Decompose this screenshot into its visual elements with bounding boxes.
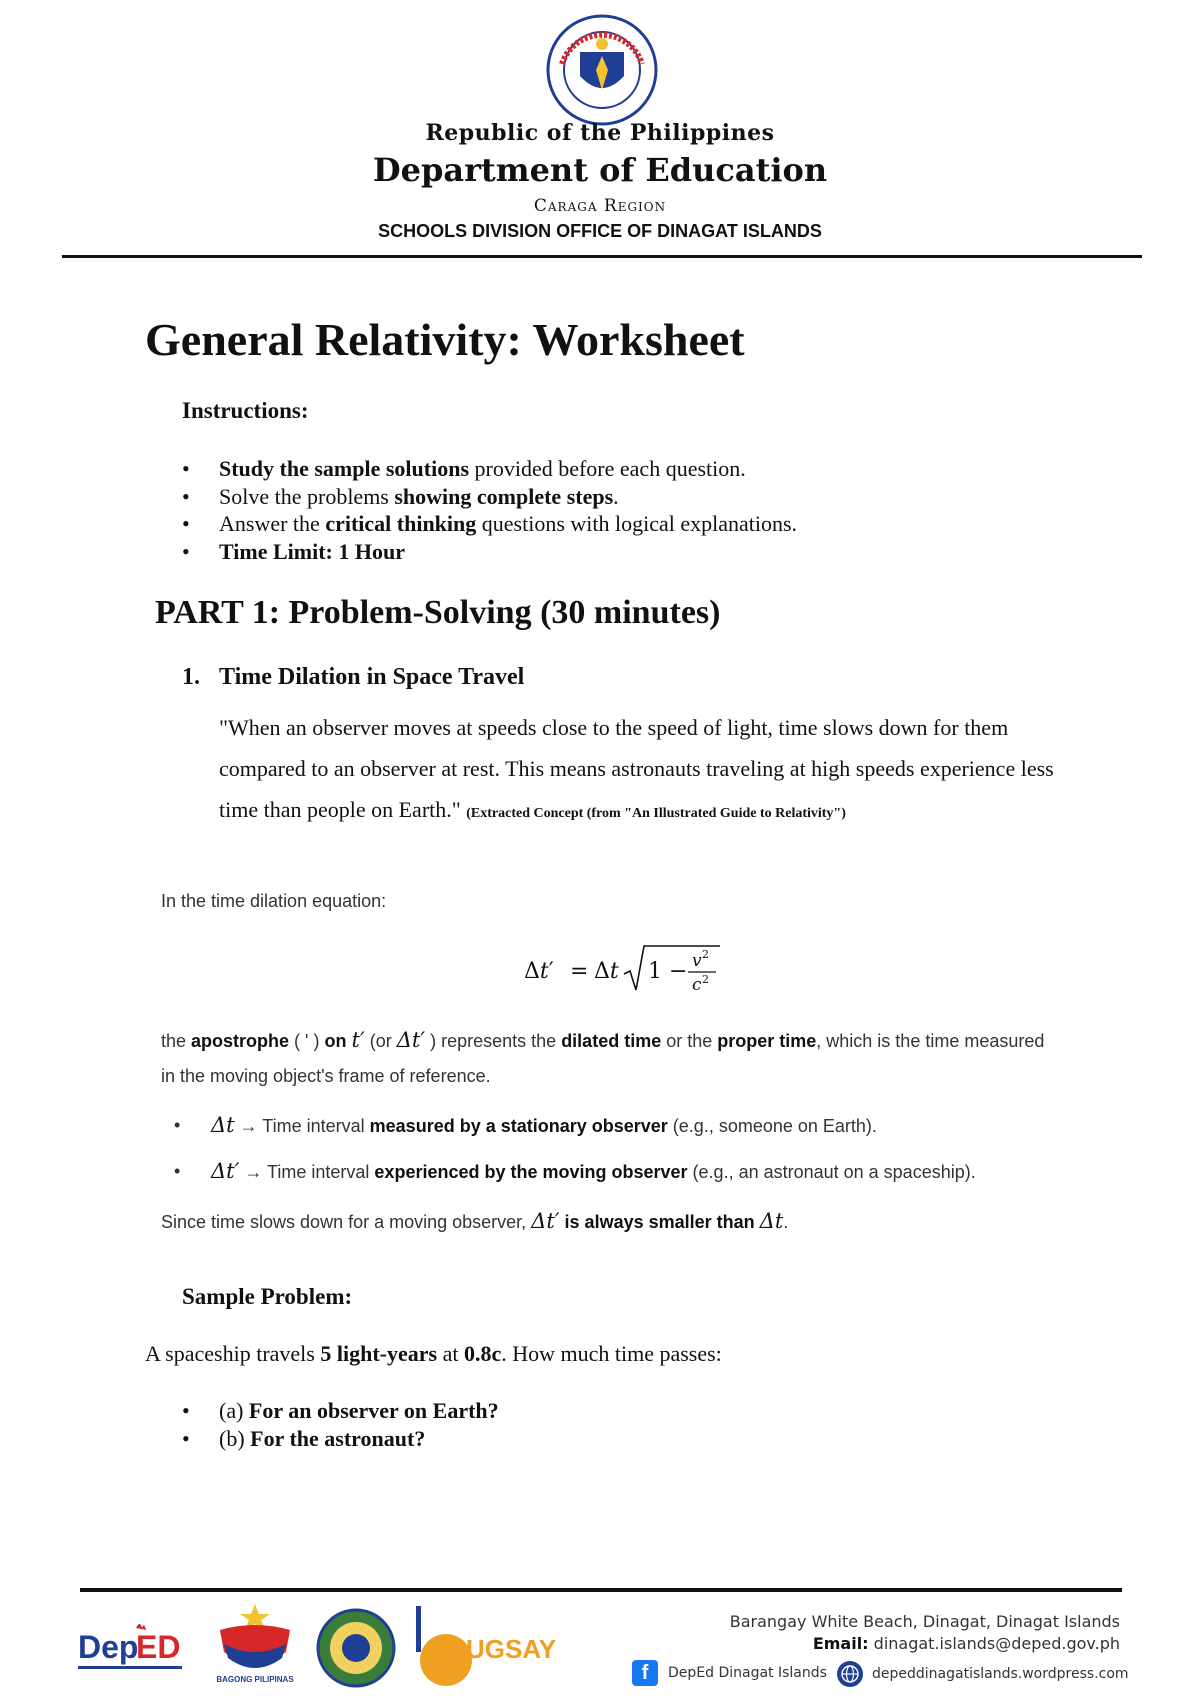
instructions-label: Instructions: xyxy=(182,398,309,423)
list-item: • Time Limit: 1 Hour xyxy=(182,538,797,566)
website-link[interactable]: depeddinagatislands.wordpress.com xyxy=(836,1660,1129,1688)
deped-logo xyxy=(76,1620,186,1676)
list-item: • Answer the critical thinking questions with logical explanations. xyxy=(182,510,797,538)
list-item: • Solve the problems showing complete steps. xyxy=(182,483,797,511)
facebook-link[interactable]: f DepEd Dinagat Islands xyxy=(632,1660,827,1686)
svg-text:2: 2 xyxy=(702,973,709,986)
bagong-pilipinas-logo xyxy=(210,1600,300,1684)
ugsay-logo xyxy=(410,1604,560,1688)
header-divider xyxy=(62,255,1142,258)
page-title: General Relativity: Worksheet xyxy=(145,314,745,365)
svg-text:1 −: 1 − xyxy=(648,959,688,984)
list-item: • Δt → Time interval measured by a stationary observer (e.g., someone on Earth). xyxy=(174,1103,976,1149)
part1-heading: PART 1: Problem-Solving (30 minutes) xyxy=(155,594,721,631)
svg-text:Δt: Δt xyxy=(594,959,619,984)
instructions-list xyxy=(182,455,797,565)
svg-text:Δt′: Δt′ xyxy=(524,959,554,984)
list-item: • Study the sample solutions provided before each question. xyxy=(182,455,797,483)
deped-seal-logo xyxy=(546,14,658,126)
definitions-list xyxy=(174,1103,976,1195)
question-1-quote: "When an observer moves at speeds close to the speed of light, time slows down for them compared to an observer at rest. This means astronauts traveling at high speeds experience less time than people on Earth." (Extracted Concept (from "An Illustrated Guide to Relativity") xyxy=(219,715,1054,822)
sample-problem-text: A spaceship travels 5 light-years at 0.8c. How much time passes: xyxy=(145,1341,722,1366)
svg-text:Dep: Dep xyxy=(78,1629,139,1665)
svg-text:v: v xyxy=(692,951,702,971)
svg-text:BAGONG PILIPINAS: BAGONG PILIPINAS xyxy=(216,1675,294,1684)
svg-text:c: c xyxy=(692,975,702,995)
list-item: • Δt′ → Time interval experienced by the moving observer (e.g., an astronaut on a spaceship). xyxy=(174,1149,976,1195)
quote-citation: (Extracted Concept (from "An Illustrated Guide to Relativity") xyxy=(466,806,846,821)
time-dilation-equation xyxy=(520,938,740,998)
header-department: Department of Education xyxy=(372,151,828,189)
since-statement: Since time slows down for a moving observer, Δt′ is always smaller than Δt. xyxy=(161,1209,789,1233)
svg-text:2: 2 xyxy=(702,948,709,961)
svg-text:UGSAY: UGSAY xyxy=(466,1634,557,1664)
apostrophe-explanation: the apostrophe ( ' ) on t′ (or Δt′ ) represents the dilated time or the proper time, which is the time measured in the moving object's frame of reference. xyxy=(161,1028,1045,1086)
sample-questions-list xyxy=(182,1397,499,1453)
globe-icon xyxy=(836,1660,864,1688)
footer-email: Email: dinagat.islands@deped.gov.ph xyxy=(812,1634,1120,1653)
header-division: SCHOOLS DIVISION OFFICE OF DINAGAT ISLANDS xyxy=(378,221,822,241)
header-republic: Republic of the Philippines xyxy=(425,120,775,146)
list-item: • (a) For an observer on Earth? xyxy=(182,1397,499,1425)
footer-divider xyxy=(80,1588,1122,1592)
sample-problem-label: Sample Problem: xyxy=(182,1284,353,1309)
sdo-seal-logo xyxy=(316,1608,396,1688)
svg-text:=: = xyxy=(570,959,589,984)
facebook-icon: f xyxy=(632,1660,658,1686)
header-region: Caraga Region xyxy=(533,196,667,216)
question-1-title: 1. Time Dilation in Space Travel xyxy=(182,664,525,690)
footer-address: Barangay White Beach, Dinagat, Dinagat Islands xyxy=(729,1612,1120,1631)
list-item: • (b) For the astronaut? xyxy=(182,1425,499,1453)
equation-intro: In the time dilation equation: xyxy=(161,891,387,911)
svg-text:ED: ED xyxy=(136,1629,181,1665)
